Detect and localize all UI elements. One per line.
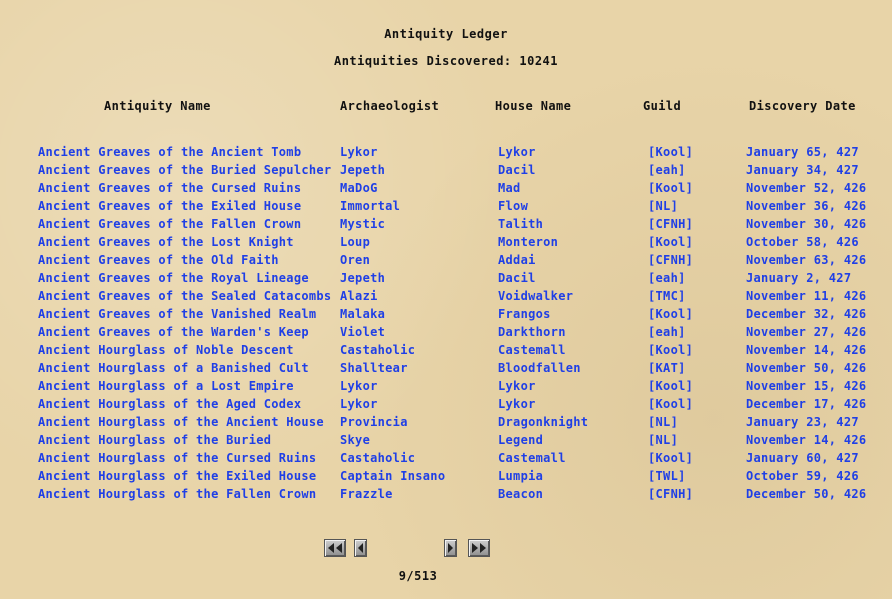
- table-row[interactable]: [0, 414, 892, 432]
- page-indicator: 9/513: [398, 569, 438, 583]
- archaeologist-link[interactable]: Jepeth: [340, 163, 386, 177]
- antiquities-count: Antiquities Discovered: 10241: [333, 54, 558, 68]
- last-page-button[interactable]: [468, 539, 490, 557]
- house-name-link[interactable]: Lykor: [498, 145, 536, 159]
- table-row[interactable]: [0, 180, 892, 198]
- archaeologist-link[interactable]: Captain Insano: [340, 469, 446, 483]
- table-row[interactable]: [0, 324, 892, 342]
- discovery-date[interactable]: November 14, 426: [746, 343, 867, 357]
- archaeologist-link[interactable]: Provincia: [340, 415, 408, 429]
- archaeologist-link[interactable]: Lykor: [340, 145, 378, 159]
- next-page-button[interactable]: [444, 539, 457, 557]
- antiquity-name-link[interactable]: Ancient Greaves of the Exiled House: [38, 199, 302, 213]
- discovery-date[interactable]: November 63, 426: [746, 253, 867, 267]
- table-row[interactable]: [0, 162, 892, 180]
- archaeologist-link[interactable]: Frazzle: [340, 487, 393, 501]
- guild-link[interactable]: [Kool]: [648, 307, 694, 321]
- guild-link[interactable]: [NL]: [648, 199, 679, 213]
- guild-link[interactable]: [KAT]: [648, 361, 686, 375]
- discovery-date[interactable]: November 15, 426: [746, 379, 867, 393]
- table-row[interactable]: [0, 468, 892, 486]
- guild-link[interactable]: [Kool]: [648, 379, 694, 393]
- discovery-date[interactable]: November 52, 426: [746, 181, 867, 195]
- guild-link[interactable]: [CFNH]: [648, 217, 694, 231]
- guild-link[interactable]: [eah]: [648, 271, 686, 285]
- guild-link[interactable]: [Kool]: [648, 343, 694, 357]
- antiquity-name-link[interactable]: Ancient Hourglass of the Ancient House: [38, 415, 324, 429]
- table-row[interactable]: [0, 378, 892, 396]
- guild-link[interactable]: [TMC]: [648, 289, 686, 303]
- antiquity-name-link[interactable]: Ancient Greaves of the Ancient Tomb: [38, 145, 302, 159]
- table-row[interactable]: [0, 306, 892, 324]
- header-archaeologist[interactable]: Archaeologist: [340, 99, 440, 113]
- discovery-date[interactable]: November 30, 426: [746, 217, 867, 231]
- house-name-link[interactable]: Castemall: [498, 343, 566, 357]
- discovery-date[interactable]: December 50, 426: [746, 487, 867, 501]
- house-name-link[interactable]: Voidwalker: [498, 289, 574, 303]
- house-name-link[interactable]: Addai: [498, 253, 536, 267]
- first-page-button[interactable]: [324, 539, 346, 557]
- antiquity-name-link[interactable]: Ancient Hourglass of Noble Descent: [38, 343, 294, 357]
- last-page-icon: [470, 542, 488, 554]
- table-row[interactable]: [0, 486, 892, 504]
- table-row[interactable]: [0, 234, 892, 252]
- ledger-title: Antiquity Ledger: [384, 27, 508, 41]
- archaeologist-link[interactable]: Castaholic: [340, 343, 416, 357]
- table-row[interactable]: [0, 432, 892, 450]
- antiquity-name-link[interactable]: Ancient Hourglass of the Cursed Ruins: [38, 451, 317, 465]
- table-row[interactable]: [0, 270, 892, 288]
- discovery-date[interactable]: November 14, 426: [746, 433, 867, 447]
- prev-page-button[interactable]: [354, 539, 367, 557]
- antiquity-name-link[interactable]: Ancient Hourglass of a Lost Empire: [38, 379, 294, 393]
- discovery-date[interactable]: October 59, 426: [746, 469, 859, 483]
- archaeologist-link[interactable]: Skye: [340, 433, 371, 447]
- guild-link[interactable]: [Kool]: [648, 181, 694, 195]
- header-antiquity-name[interactable]: Antiquity Name: [104, 99, 211, 113]
- table-row[interactable]: [0, 360, 892, 378]
- header-discovery-date[interactable]: Discovery Date: [749, 99, 856, 113]
- table-row[interactable]: [0, 144, 892, 162]
- archaeologist-link[interactable]: Immortal: [340, 199, 401, 213]
- archaeologist-link[interactable]: Oren: [340, 253, 371, 267]
- guild-link[interactable]: [Kool]: [648, 235, 694, 249]
- house-name-link[interactable]: Lykor: [498, 397, 536, 411]
- archaeologist-link[interactable]: Loup: [340, 235, 371, 249]
- antiquity-name-link[interactable]: Ancient Hourglass of the Exiled House: [38, 469, 317, 483]
- house-name-link[interactable]: Legend: [498, 433, 544, 447]
- house-name-link[interactable]: Dacil: [498, 163, 536, 177]
- discovery-date[interactable]: December 32, 426: [746, 307, 867, 321]
- guild-link[interactable]: [NL]: [648, 433, 679, 447]
- discovery-date[interactable]: November 27, 426: [746, 325, 867, 339]
- house-name-link[interactable]: Lykor: [498, 379, 536, 393]
- discovery-date[interactable]: January 65, 427: [746, 145, 859, 159]
- discovery-date[interactable]: November 36, 426: [746, 199, 867, 213]
- discovery-date[interactable]: January 34, 427: [746, 163, 859, 177]
- prev-page-icon: [356, 542, 365, 554]
- house-name-link[interactable]: Bloodfallen: [498, 361, 581, 375]
- antiquity-name-link[interactable]: Ancient Hourglass of the Aged Codex: [38, 397, 302, 411]
- antiquity-name-link[interactable]: Ancient Greaves of the Royal Lineage: [38, 271, 309, 285]
- table-row[interactable]: [0, 198, 892, 216]
- table-row[interactable]: [0, 216, 892, 234]
- antiquity-name-link[interactable]: Ancient Greaves of the Vanished Realm: [38, 307, 317, 321]
- guild-link[interactable]: [Kool]: [648, 145, 694, 159]
- guild-link[interactable]: [CFNH]: [648, 487, 694, 501]
- table-row[interactable]: [0, 342, 892, 360]
- antiquity-name-link[interactable]: Ancient Greaves of the Cursed Ruins: [38, 181, 302, 195]
- house-name-link[interactable]: Dacil: [498, 271, 536, 285]
- antiquity-name-link[interactable]: Ancient Hourglass of the Buried: [38, 433, 272, 447]
- discovery-date[interactable]: January 60, 427: [746, 451, 859, 465]
- table-row[interactable]: [0, 396, 892, 414]
- discovery-date[interactable]: January 23, 427: [746, 415, 859, 429]
- guild-link[interactable]: [Kool]: [648, 397, 694, 411]
- house-name-link[interactable]: Talith: [498, 217, 544, 231]
- archaeologist-link[interactable]: Castaholic: [340, 451, 416, 465]
- guild-link[interactable]: [TWL]: [648, 469, 686, 483]
- antiquity-name-link[interactable]: Ancient Greaves of the Buried Sepulcher: [38, 163, 332, 177]
- archaeologist-link[interactable]: Jepeth: [340, 271, 386, 285]
- antiquity-name-link[interactable]: Ancient Greaves of the Old Faith: [38, 253, 279, 267]
- house-name-link[interactable]: Beacon: [498, 487, 544, 501]
- header-guild[interactable]: Guild: [643, 99, 682, 113]
- guild-link[interactable]: [CFNH]: [648, 253, 694, 267]
- archaeologist-link[interactable]: Malaka: [340, 307, 386, 321]
- antiquity-name-link[interactable]: Ancient Greaves of the Sealed Catacombs: [38, 289, 332, 303]
- house-name-link[interactable]: Monteron: [498, 235, 559, 249]
- discovery-date[interactable]: October 58, 426: [746, 235, 859, 249]
- house-name-link[interactable]: Lumpia: [498, 469, 544, 483]
- table-row[interactable]: [0, 252, 892, 270]
- house-name-link[interactable]: Flow: [498, 199, 529, 213]
- ledger-table: [0, 144, 892, 504]
- archaeologist-link[interactable]: Mystic: [340, 217, 386, 231]
- antiquity-name-link[interactable]: Ancient Hourglass of the Fallen Crown: [38, 487, 317, 501]
- archaeologist-link[interactable]: Lykor: [340, 397, 378, 411]
- archaeologist-link[interactable]: Lykor: [340, 379, 378, 393]
- house-name-link[interactable]: Dragonknight: [498, 415, 589, 429]
- house-name-link[interactable]: Mad: [498, 181, 521, 195]
- antiquity-name-link[interactable]: Ancient Greaves of the Warden's Keep: [38, 325, 309, 339]
- guild-link[interactable]: [eah]: [648, 163, 686, 177]
- next-page-icon: [446, 542, 455, 554]
- guild-link[interactable]: [Kool]: [648, 451, 694, 465]
- house-name-link[interactable]: Darkthorn: [498, 325, 566, 339]
- table-row[interactable]: [0, 288, 892, 306]
- guild-link[interactable]: [eah]: [648, 325, 686, 339]
- archaeologist-link[interactable]: MaDoG: [340, 181, 378, 195]
- archaeologist-link[interactable]: Alazi: [340, 289, 378, 303]
- discovery-date[interactable]: November 11, 426: [746, 289, 867, 303]
- antiquity-name-link[interactable]: Ancient Hourglass of a Banished Cult: [38, 361, 309, 375]
- discovery-date[interactable]: November 50, 426: [746, 361, 867, 375]
- table-row[interactable]: [0, 450, 892, 468]
- archaeologist-link[interactable]: Shalltear: [340, 361, 408, 375]
- antiquity-name-link[interactable]: Ancient Greaves of the Fallen Crown: [38, 217, 302, 231]
- first-page-icon: [326, 542, 344, 554]
- archaeologist-link[interactable]: Violet: [340, 325, 386, 339]
- guild-link[interactable]: [NL]: [648, 415, 679, 429]
- discovery-date[interactable]: December 17, 426: [746, 397, 867, 411]
- house-name-link[interactable]: Frangos: [498, 307, 551, 321]
- house-name-link[interactable]: Castemall: [498, 451, 566, 465]
- header-house-name[interactable]: House Name: [495, 99, 572, 113]
- discovery-date[interactable]: January 2, 427: [746, 271, 852, 285]
- antiquity-name-link[interactable]: Ancient Greaves of the Lost Knight: [38, 235, 294, 249]
